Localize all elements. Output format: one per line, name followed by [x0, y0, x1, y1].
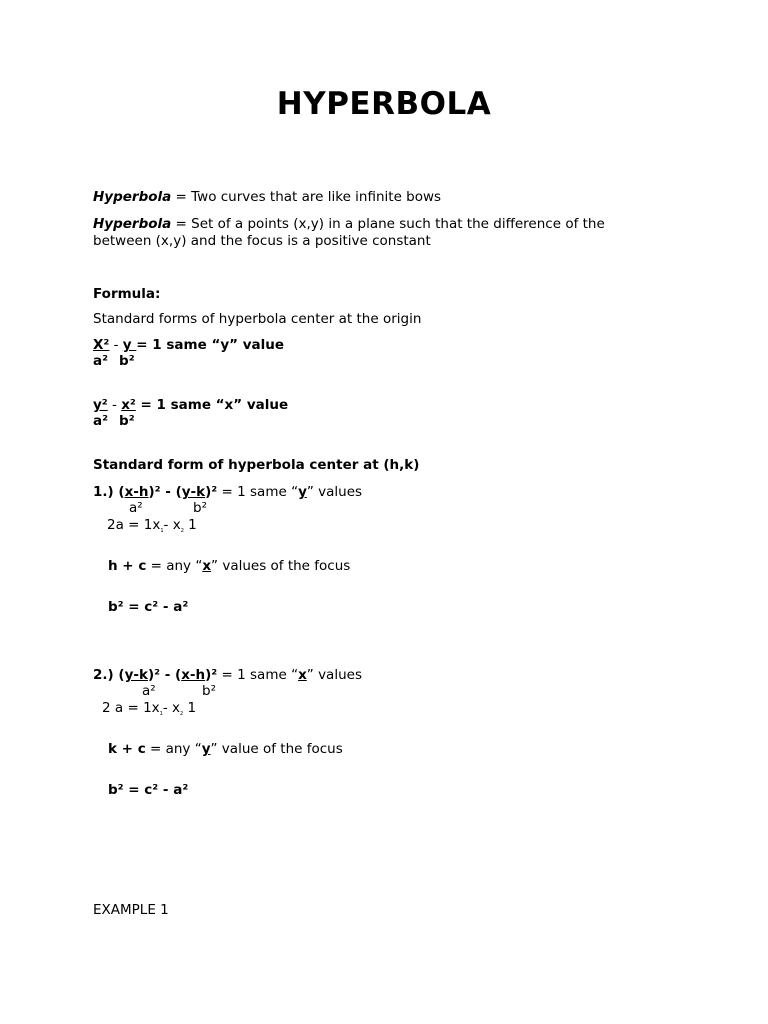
case-rest: = 1 same “	[217, 667, 299, 683]
case-end: )²	[205, 484, 218, 500]
twoa-label: 2 a =	[102, 700, 144, 716]
example-heading: EXAMPLE 1	[93, 902, 169, 918]
hk-formula-1-den-1: a²	[129, 500, 143, 516]
hk-formula-2-den-1: a²	[142, 683, 156, 699]
hk-formula-2-focus	[108, 741, 343, 757]
formula-heading: Formula:	[93, 286, 161, 302]
denominator-1: a²	[93, 353, 109, 369]
numerator-1: y²	[93, 397, 108, 413]
case-end: )²	[205, 667, 218, 683]
hk-formula-2	[93, 667, 362, 683]
definition-2	[93, 216, 605, 232]
definition-term: Hyperbola	[93, 216, 172, 232]
case-prefix: 1.) (	[93, 484, 125, 500]
numerator-1: x-h	[124, 484, 149, 500]
denominator-2: b²	[119, 413, 135, 429]
focus-text-2: ” value of the focus	[210, 741, 343, 757]
twoa-subscript-1: 1	[159, 711, 163, 717]
origin-formula-2-denominators	[93, 413, 135, 429]
case-variable: y	[298, 484, 307, 500]
twoa-subscript-1: 1	[160, 528, 164, 534]
case-variable: x	[298, 667, 307, 683]
twoa-term: 1x	[143, 517, 161, 533]
numerator-2: x²	[121, 397, 136, 413]
denominator-2: b²	[119, 353, 135, 369]
formula-rest: = 1 same “x” value	[135, 397, 289, 413]
definition-term: Hyperbola	[93, 189, 172, 205]
hk-formula-1-b2: b² = c² - a²	[108, 599, 189, 615]
origin-forms-intro: Standard forms of hyperbola center at the origin	[93, 311, 422, 327]
focus-variable: y	[201, 741, 211, 757]
case-rest-2: ” values	[306, 484, 363, 500]
twoa-term: 1x	[143, 700, 160, 716]
case-rest-2: ” values	[306, 667, 362, 683]
numerator-1: y-k	[124, 667, 148, 683]
minus-sign: -	[107, 397, 122, 413]
hk-formula-1	[93, 484, 362, 500]
hk-formula-1-focus	[108, 558, 350, 574]
hk-formula-2-2a	[102, 700, 196, 717]
twoa-minus: - x	[162, 700, 180, 716]
twoa-end: 1	[183, 517, 197, 533]
twoa-end: 1	[183, 700, 197, 716]
origin-formula-1	[93, 337, 284, 353]
hk-formula-2-b2: b² = c² - a²	[108, 782, 189, 798]
hk-formula-1-den-2: b²	[193, 500, 207, 516]
twoa-subscript-2: 2	[180, 528, 184, 534]
focus-text: = any “	[146, 558, 203, 574]
hk-formula-1-2a	[107, 517, 197, 534]
numerator-2: x-h	[181, 667, 206, 683]
formula-rest: = 1 same “y” value	[136, 337, 285, 353]
twoa-minus: - x	[163, 517, 181, 533]
definition-text: = Set of a points (x,y) in a plane such that the difference of the	[171, 216, 605, 232]
focus-term: k + c	[108, 741, 146, 757]
hk-heading: Standard form of hyperbola center at (h,k)	[93, 457, 420, 473]
case-mid: )² - (	[148, 484, 182, 500]
focus-variable: x	[202, 558, 212, 574]
page-title: HYPERBOLA	[276, 86, 492, 122]
focus-text: = any “	[145, 741, 202, 757]
denominator-1: a²	[93, 413, 109, 429]
hk-formula-2-den-2: b²	[202, 683, 216, 699]
case-mid: )² - (	[147, 667, 182, 683]
numerator-1: X²	[93, 337, 110, 353]
definition-2-continued: between (x,y) and the focus is a positive constant	[93, 233, 431, 249]
definition-1	[93, 189, 441, 205]
minus-sign: -	[109, 337, 123, 353]
numerator-2: y	[122, 337, 137, 353]
case-prefix: 2.) (	[93, 667, 125, 683]
origin-formula-2	[93, 397, 288, 413]
focus-term: h + c	[108, 558, 147, 574]
numerator-2: y-k	[181, 484, 206, 500]
case-rest: = 1 same “	[217, 484, 299, 500]
definition-text: = Two curves that are like infinite bows	[171, 189, 442, 205]
twoa-label: 2a =	[107, 517, 144, 533]
focus-text-2: ” values of the focus	[211, 558, 351, 574]
twoa-subscript-2: 2	[180, 711, 184, 717]
origin-formula-1-denominators	[93, 353, 135, 369]
